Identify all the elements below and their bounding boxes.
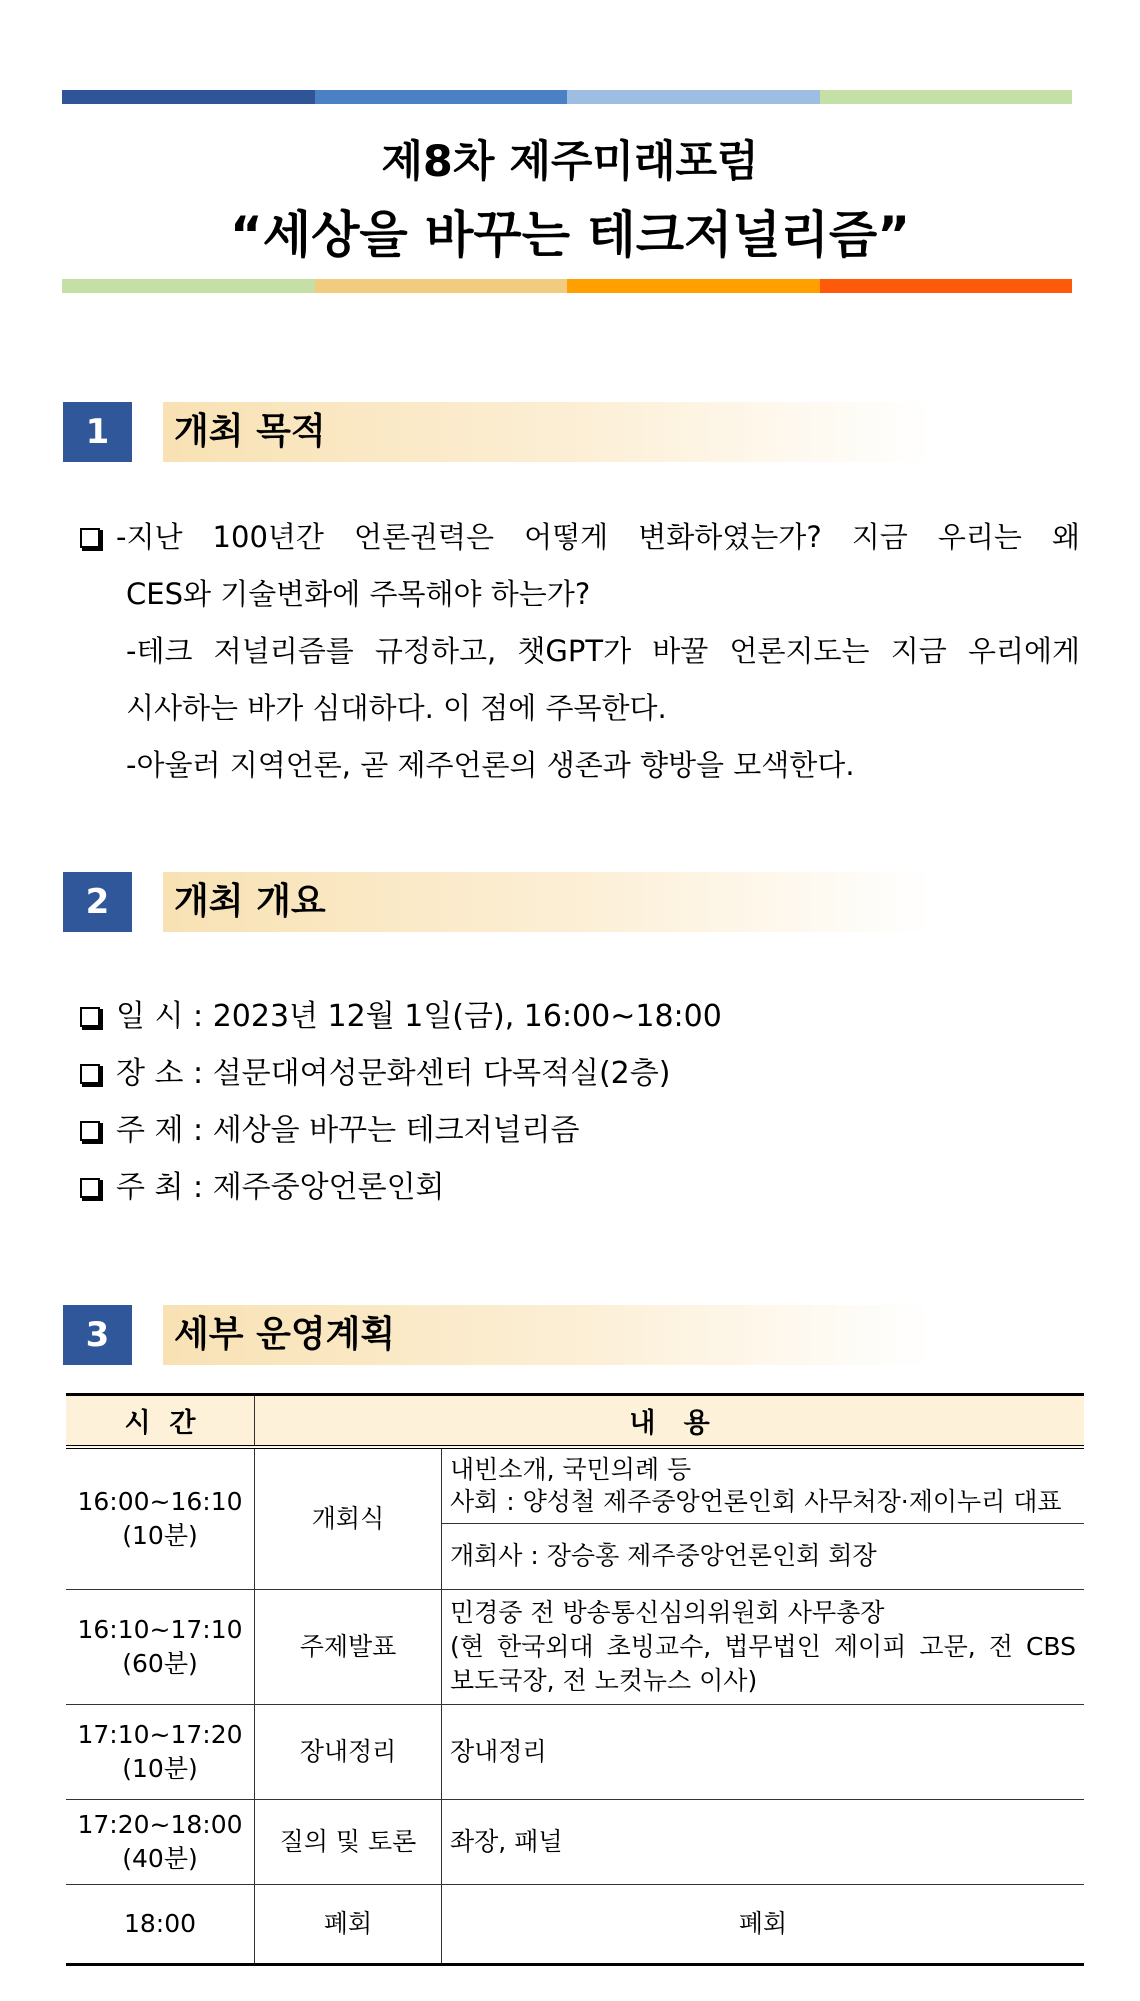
session-cell: 주제발표	[255, 1590, 442, 1705]
time-cell	[66, 1705, 255, 1800]
section-3-number: 3	[63, 1305, 132, 1365]
overview-topic: 주 제 : 세상을 바꾸는 테크저널리즘	[80, 1105, 580, 1149]
section-1-number: 1	[63, 402, 132, 462]
table-row	[66, 1590, 1084, 1705]
time-cell	[66, 1447, 255, 1590]
purpose-line: -아울러 지역언론, 곧 제주언론의 생존과 향방을 모색한다.	[126, 748, 855, 782]
time-duration: (10분)	[122, 1754, 198, 1783]
bottom-color-bar	[62, 279, 1072, 293]
detail-cell: 좌장, 패널	[442, 1800, 1085, 1885]
detail-line: 보도국장, 전 노컷뉴스 이사)	[450, 1666, 758, 1695]
detail-line: 민경중 전 방송통신심의위원회 사무총장	[450, 1598, 885, 1627]
purpose-block	[80, 509, 1080, 794]
top-bar-segment	[315, 90, 568, 104]
session-cell: 질의 및 토론	[255, 1800, 442, 1885]
checkbox-icon	[80, 1007, 100, 1027]
section-2-number: 2	[63, 872, 132, 932]
section-1-title: 개최 목적	[174, 411, 326, 452]
top-bar-segment	[820, 90, 1073, 104]
purpose-line: CES와 기술변화에 주목해야 하는가?	[126, 577, 591, 611]
overview-label: 주 제	[116, 1113, 184, 1148]
checkbox-icon	[80, 1178, 100, 1198]
purpose-line	[80, 509, 1080, 566]
schedule-table	[66, 1393, 1084, 1966]
table-row	[66, 1800, 1084, 1885]
session-cell: 개회식	[255, 1447, 442, 1590]
header-content: 내 용	[255, 1395, 1085, 1448]
overview-host: 주 최 : 제주중앙언론인회	[80, 1162, 445, 1206]
forum-title: 제8차 제주미래포럼	[381, 137, 759, 187]
time-duration: (10분)	[122, 1521, 198, 1550]
checkbox-icon	[80, 528, 100, 548]
overview-value: 제주중앙언론인회	[212, 1170, 445, 1205]
forum-subtitle: “세상을 바꾸는 테크저널리즘”	[229, 206, 911, 264]
detail-line: (현 한국외대 초빙교수, 법무법인 제이피 고문, 전 CBS	[450, 1632, 1076, 1661]
bottom-bar-segment	[315, 279, 568, 293]
overview-label: 주 최	[116, 1170, 184, 1205]
detail-cell: 장내정리	[442, 1705, 1085, 1800]
overview-label: 장 소	[116, 1056, 184, 1091]
time-duration: (40분)	[122, 1844, 198, 1873]
overview-value: 세상을 바꾸는 테크저널리즘	[212, 1113, 580, 1148]
table-row	[66, 1885, 1084, 1965]
time-cell	[66, 1800, 255, 1885]
top-bar-segment	[567, 90, 820, 104]
overview-date: 일 시 : 2023년 12월 1일(금), 16:00~18:00	[80, 991, 722, 1035]
time-range: 16:00~16:10	[77, 1487, 243, 1516]
time-range: 17:10~17:20	[77, 1720, 243, 1749]
session-cell: 폐회	[255, 1885, 442, 1965]
overview-label: 일 시	[116, 999, 184, 1034]
section-2-title: 개최 개요	[174, 881, 326, 922]
table-header-row	[66, 1395, 1084, 1448]
detail-cell	[442, 1590, 1085, 1705]
detail-line: 사회 : 양성철 제주중앙언론인회 사무처장·제이누리 대표	[450, 1486, 1062, 1516]
bottom-bar-segment	[567, 279, 820, 293]
header-time: 시 간	[66, 1395, 255, 1448]
detail-line: 내빈소개, 국민의례 등	[450, 1454, 692, 1484]
time-cell: 18:00	[66, 1885, 255, 1965]
overview-place: 장 소 : 설문대여성문화센터 다목적실(2층)	[80, 1048, 670, 1092]
table-row	[66, 1705, 1084, 1800]
top-color-bar	[62, 90, 1072, 104]
bottom-bar-segment	[62, 279, 315, 293]
time-duration: (60분)	[122, 1649, 198, 1678]
detail-cell: 폐회	[442, 1885, 1085, 1965]
overview-value: 2023년 12월 1일(금), 16:00~18:00	[212, 999, 722, 1034]
checkbox-icon	[80, 1064, 100, 1084]
time-range: 16:10~17:10	[77, 1615, 243, 1644]
section-3-title: 세부 운영계획	[174, 1314, 396, 1355]
time-range: 17:20~18:00	[77, 1810, 243, 1839]
purpose-line: -테크 저널리즘를 규정하고, 챗GPT가 바꿀 언론지도는 지금 우리에게	[126, 634, 1080, 668]
checkbox-icon	[80, 1121, 100, 1141]
detail-cell: 개회사 : 장승홍 제주중앙언론인회 회장	[442, 1523, 1085, 1589]
table-row	[66, 1447, 1084, 1523]
time-cell	[66, 1590, 255, 1705]
session-cell: 장내정리	[255, 1705, 442, 1800]
detail-cell	[442, 1447, 1085, 1523]
purpose-text: -지난 100년간 언론권력은 어떻게 변화하였는가? 지금 우리는 왜	[116, 520, 1080, 554]
overview-value: 설문대여성문화센터 다목적실(2층)	[212, 1056, 671, 1091]
bottom-bar-segment	[820, 279, 1073, 293]
purpose-line: 시사하는 바가 심대하다. 이 점에 주목한다.	[126, 691, 667, 725]
top-bar-segment	[62, 90, 315, 104]
